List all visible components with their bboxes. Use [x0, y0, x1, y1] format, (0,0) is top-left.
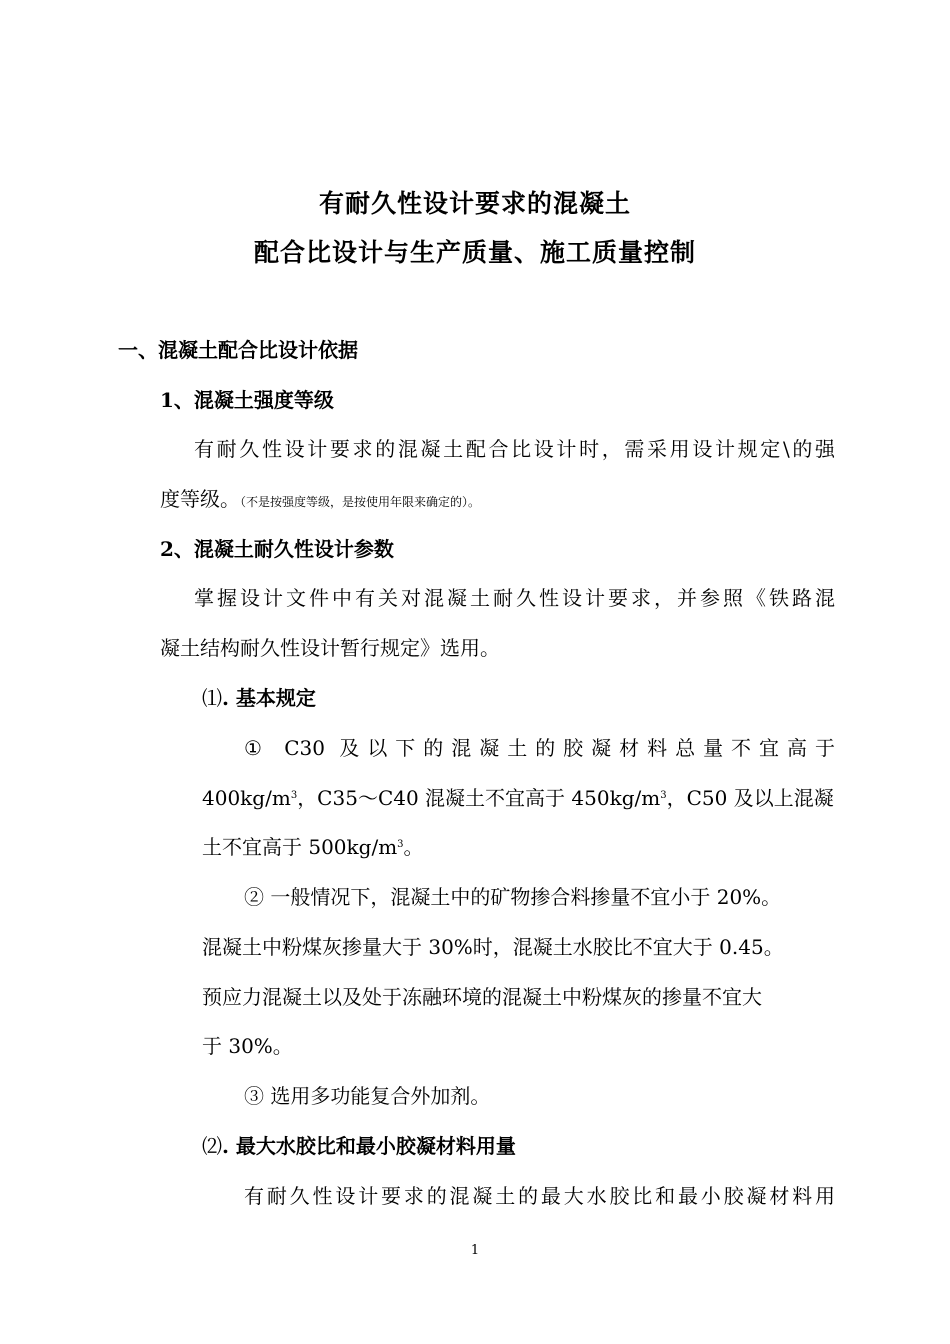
- rule-text: ，C50 及以上混凝: [666, 786, 834, 810]
- para-line: 掌握设计文件中有关对混凝土耐久性设计要求，并参照《铁路混: [194, 586, 835, 610]
- para-text: 度等级。: [160, 487, 240, 511]
- para-line: [160, 483, 480, 512]
- superscript: 3: [397, 839, 404, 850]
- rule-line: 于 30%。: [202, 1034, 293, 1058]
- item-heading-2: [202, 1130, 516, 1159]
- page-number: 1: [470, 1243, 480, 1258]
- rule-line: ③ 选用多功能复合外加剂。: [244, 1084, 491, 1108]
- para-line: 凝土结构耐久性设计暂行规定》选用。: [160, 636, 500, 660]
- item-text: . 最大水胶比和最小胶凝材料用量: [222, 1134, 516, 1158]
- rule-line: ① C30 及以下的混凝土的胶凝材料总量不宜高于: [244, 736, 835, 760]
- rule-text: 。: [403, 835, 424, 859]
- item-number: ⑴: [202, 686, 222, 710]
- rule-text: ，C35～C40 混凝土不宜高于 450kg/m: [297, 786, 661, 810]
- item-number: ⑵: [202, 1134, 222, 1158]
- rule-text: 土不宜高于 500kg/m: [202, 835, 398, 859]
- rule-line: ② 一般情况下，混凝土中的矿物掺合料掺量不宜小于 20%。: [244, 885, 782, 909]
- title-line-1: 有耐久性设计要求的混凝土: [318, 189, 631, 218]
- para-line: 有耐久性设计要求的混凝土配合比设计时，需采用设计规定\的强: [194, 437, 835, 461]
- title-line-2: 配合比设计与生产质量、施工质量控制: [253, 238, 696, 267]
- rule-line: [202, 831, 424, 860]
- rule-line: [202, 782, 834, 811]
- item-heading-1: [202, 682, 316, 711]
- rule-line: 混凝土中粉煤灰掺量大于 30%时，混凝土水胶比不宜大于 0.45。: [202, 935, 784, 959]
- rule-line: 预应力混凝土以及处于冻融环境的混凝土中粉煤灰的掺量不宜大: [202, 985, 762, 1009]
- rule-text: 400kg/m: [202, 786, 291, 810]
- para-line: 有耐久性设计要求的混凝土的最大水胶比和最小胶凝材料用: [244, 1184, 835, 1208]
- section-heading-1: 一、混凝土配合比设计依据: [118, 338, 358, 362]
- item-text: . 基本规定: [222, 686, 316, 710]
- superscript: 3: [290, 790, 298, 801]
- para-note: （不是按强度等级，是按使用年限来确定的）。: [240, 495, 481, 509]
- superscript: 3: [660, 790, 667, 801]
- subsection-heading-2: 2、混凝土耐久性设计参数: [160, 537, 394, 561]
- subsection-heading-1: 1、混凝土强度等级: [160, 388, 334, 412]
